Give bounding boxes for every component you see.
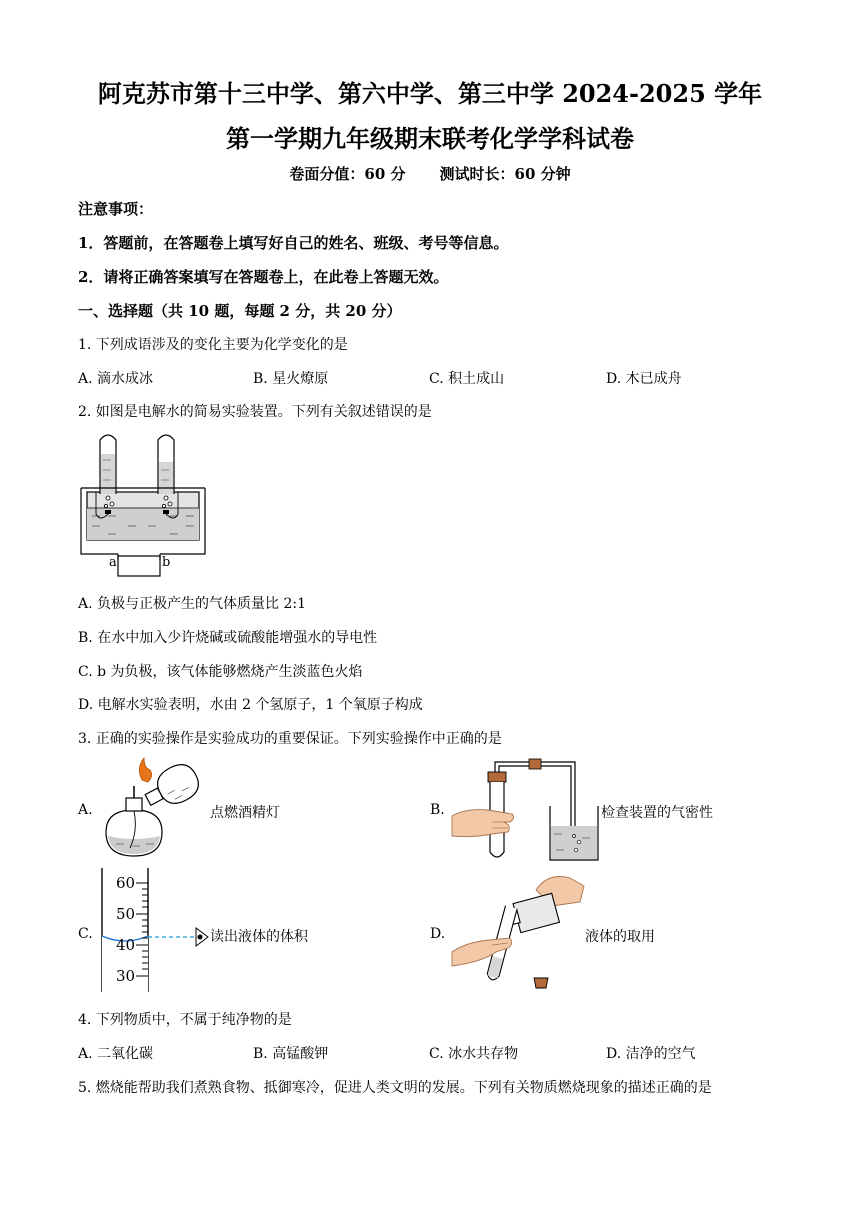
question-stem: 1. 下列成语涉及的变化主要为化学变化的是 [78,337,348,353]
option-a: A. 二氧化碳 [78,1046,154,1062]
option-b: B. 星火燎原 [253,371,329,387]
notice-heading: 注意事项： [78,200,154,218]
option-caption-a: 点燃酒精灯 [210,805,280,821]
cylinder-tick-label: 50 [116,905,136,923]
cylinder-tick-label: 60 [116,874,136,892]
option-b: B. 高锰酸钾 [253,1046,329,1062]
option-letter-c: C. [78,926,93,942]
alcohol-lamp-lighting-figure [98,756,213,862]
cylinder-tick-label: 30 [116,967,136,985]
electrolysis-apparatus-figure [78,430,208,580]
question-stem: 3. 正确的实验操作是实验成功的重要保证。下列实验操作中正确的是 [78,731,502,747]
option-a: A. 滴水成冰 [78,371,154,387]
liquid-pouring-figure [452,872,588,994]
exam-meta [0,163,860,184]
option-c: C. b 为负极，该气体能够燃烧产生淡蓝色火焰 [78,664,363,680]
option-b: B. 在水中加入少许烧碱或硫酸能增强水的导电性 [78,630,378,646]
electrode-label-a: a [109,555,117,570]
option-caption-b: 检查装置的气密性 [601,805,713,821]
option-d: D. 木已成舟 [606,371,682,387]
graduated-cylinder-figure [96,866,216,994]
exam-title-line-1: 阿克苏市第十三中学、第六中学、第三中学 2024-2025 学年 [97,79,763,108]
cylinder-tick-label: 40 [116,936,136,954]
option-a: A. 负极与正极产生的气体质量比 2:1 [78,596,306,612]
question-stem: 5. 燃烧能帮助我们煮熟食物、抵御寒冷，促进人类文明的发展。下列有关物质燃烧现象的描述正确的是 [78,1080,712,1096]
electrode-label-b: b [162,555,171,570]
question-stem: 2. 如图是电解水的简易实验装置。下列有关叙述错误的是 [78,404,432,420]
notice-item: 1．答题前，在答题卷上填写好自己的姓名、班级、考号等信息。 [78,234,509,252]
option-letter-d: D. [430,926,446,942]
exam-title-line-2: 第一学期九年级期末联考化学学科试卷 [226,124,634,153]
section-heading: 一、选择题（共 10 题，每题 2 分，共 20 分） [78,302,402,320]
option-d: D. 洁净的空气 [606,1046,696,1062]
score-info: 卷面分值：60 分 [289,165,406,183]
option-c: C. 积土成山 [429,371,505,387]
duration-info: 测试时长：60 分钟 [439,165,571,183]
option-caption-d: 液体的取用 [585,929,655,945]
option-caption-c: 读出液体的体积 [210,929,308,945]
notice-item: 2．请将正确答案填写在答题卷上，在此卷上答题无效。 [78,268,449,286]
option-letter-a: A. [78,802,93,818]
airtightness-check-figure [452,752,600,864]
option-letter-b: B. [430,802,445,818]
question-stem: 4. 下列物质中，不属于纯净物的是 [78,1012,292,1028]
option-d: D. 电解水实验表明，水由 2 个氢原子，1 个氧原子构成 [78,697,423,713]
option-c: C. 冰水共存物 [429,1046,519,1062]
